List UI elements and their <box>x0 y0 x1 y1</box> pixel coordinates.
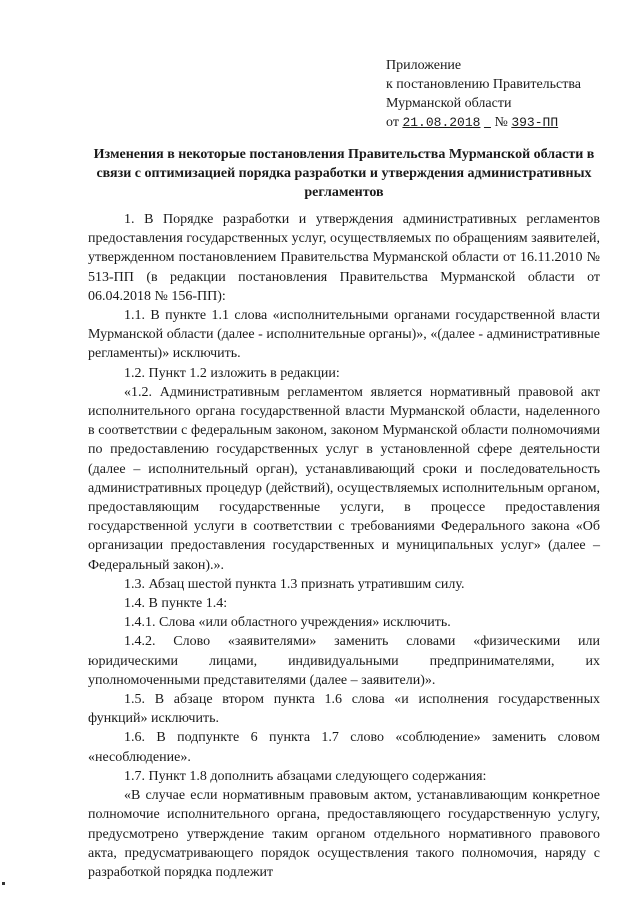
appendix-line-3: Мурманской области <box>386 96 512 111</box>
paragraph: 1.2. Пункт 1.2 изложить в редакции: <box>124 365 340 381</box>
document-title: Изменения в некоторые постановления Правительства Мурманской области в связи с оптимизацией порядка разработки и утверждения административных регламентов <box>93 147 595 200</box>
paragraph: 1.4.2. Слово «заявителями» заменить словами «физическими или юридическими лицами, индивидуальными предпринимателями, их уполномоченными представителями (далее – заявители)». <box>88 634 600 688</box>
paragraph: 1.7. Пункт 1.8 дополнить абзацами следующего содержания: <box>124 768 487 784</box>
paragraph: 1.4. В пункте 1.4: <box>124 596 228 612</box>
paragraph: 1.3. Абзац шестой пункта 1.3 признать утратившим силу. <box>124 576 465 592</box>
decree-date: 21.08.2018 <box>402 115 481 130</box>
date-prefix: от <box>386 115 399 130</box>
appendix-line-1: Приложение <box>386 58 462 73</box>
scan-mark <box>2 882 5 885</box>
paragraph: 1. В Порядке разработки и утверждения административных регламентов предоставления государственных услуг, осуществляемых по обращениям заявителей, утвержденном постановлением Правительства Мурманской области от 16.11.2010 № 513-ПП (в редакции постановления Правительства Мурманской области от 06.04.2018 № 156-ПП): <box>88 212 600 304</box>
paragraph: 1.1. В пункте 1.1 слова «исполнительными органами государственной власти Мурманской области (далее - исполнительные органы)», «(далее - административные регламенты)» исключить. <box>88 308 600 362</box>
paragraph: 1.5. В абзаце втором пункта 1.6 слова «и исполнения государственных функций» исключить. <box>88 692 600 727</box>
appendix-block <box>386 56 626 132</box>
paragraph: «1.2. Административным регламентом является нормативный правовой акт исполнительного органа государственной власти Мурманской области, наделенного в соответствии с федеральным законом, законом Мурманской области полномочиями по предоставлению государственных услуг в установленной сфере деятельности (далее – исполнительный орган), устанавливающий сроки и последовательность административных процедур (действий), осуществляемых исполнительным органом, предоставляющим государственные услуги, в процессе предоставления государственной услуги в соответствии с требованиями Федерального закона «Об организации предоставления государственных и муниципальных услуг» (далее – Федеральный закон).». <box>88 384 600 573</box>
paragraph: 1.4.1. Слова «или областного учреждения» исключить. <box>124 615 451 631</box>
number-prefix: № <box>494 115 508 130</box>
appendix-date-line <box>386 113 626 132</box>
document-body <box>88 210 600 882</box>
paragraph: 1.6. В подпункте 6 пункта 1.7 слово «соблюдение» заменить словом «несоблюдение». <box>88 730 600 765</box>
paragraph: «В случае если нормативным правовым актом, устанавливающим конкретное полномочие исполнительного органа, предоставляющего государственную услугу, предусмотрено утверждение таким органом отдельного нормативного правового акта, предусматривающего порядок осуществления такого полномочия, наряду с разработкой порядка подлежит <box>88 788 600 880</box>
decree-number: 393-ПП <box>511 115 559 130</box>
appendix-line-2: к постановлению Правительства <box>386 77 582 92</box>
